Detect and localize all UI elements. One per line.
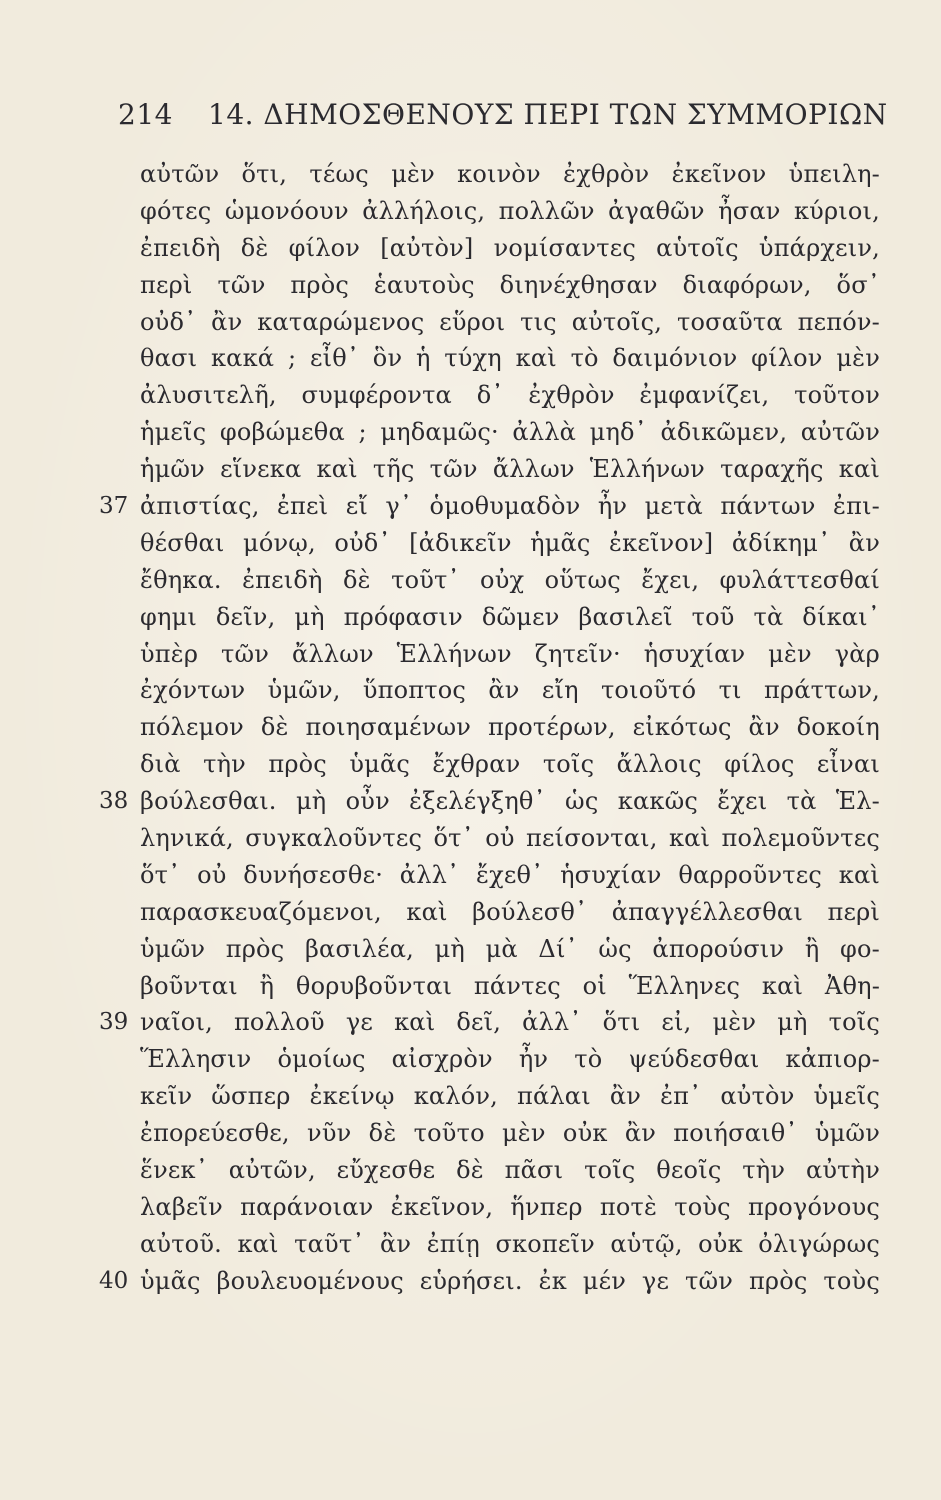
line-text: διὰ τὴν πρὸς ὑμᾶς ἔχθραν τοῖς ἄλλοις φίλος εἶναι [140, 750, 880, 779]
text-line [140, 894, 880, 931]
line-text: ἔθηκα. ἐπειδὴ δὲ τοῦτ᾽ οὐχ οὕτως ἔχει, φυλάττεσθαί [140, 565, 880, 594]
text-line [140, 193, 880, 230]
line-text: θασι κακά ; εἶθ᾽ ὃν ἡ τύχη καὶ τὸ δαιμόνιον φίλον μὲν [140, 344, 880, 373]
text-line [140, 1152, 880, 1189]
line-text: ἀλυσιτελῆ, συμφέροντα δ᾽ ἐχθρὸν ἐμφανίζει, τοῦτον [140, 381, 880, 410]
line-text: πόλεμον δὲ ποιησαμένων προτέρων, εἰκότως ἂν δοκοίη [140, 713, 880, 742]
line-text: ἡμῶν εἵνεκα καὶ τῆς τῶν ἄλλων Ἑλλήνων ταραχῆς καὶ [140, 455, 880, 484]
running-title: 14. ΔΗΜΟΣΘΕΝΟΥΣ ΠΕΡΙ ΤΩΝ ΣΥΜΜΟΡΙΩΝ [208, 98, 888, 131]
text-line [140, 1078, 880, 1115]
text-line [140, 746, 880, 783]
text-line [140, 230, 880, 267]
text-line [99, 783, 880, 820]
section-number: 38 [99, 788, 129, 815]
text-line [140, 672, 880, 709]
text-line [140, 636, 880, 673]
line-text: οὐδ᾽ ἂν καταρώμενος εὕροι τις αὐτοῖς, τοσαῦτα πεπόν- [140, 307, 880, 336]
text-line [99, 1004, 880, 1041]
text-line [140, 968, 880, 1005]
text-line [140, 599, 880, 636]
greek-text-body [99, 156, 880, 1300]
line-text: ἡμεῖς φοβώμεθα ; μηδαμῶς· ἀλλὰ μηδ᾽ ἀδικῶμεν, αὐτῶν [140, 418, 880, 447]
line-text: ληνικά, συγκαλοῦντες ὅτ᾽ οὐ πείσονται, καὶ πολεμοῦντες [140, 824, 880, 853]
line-text: λαβεῖν παράνοιαν ἐκεῖνον, ἥνπερ ποτὲ τοὺς προγόνους [140, 1192, 880, 1221]
line-text: Ἕλλησιν ὁμοίως αἰσχρὸν ἦν τὸ ψεύδεσθαι κἀπιορ- [140, 1045, 880, 1074]
text-line [140, 709, 880, 746]
line-text: φότες ὡμονόουν ἀλλήλοις, πολλῶν ἀγαθῶν ἦσαν κύριοι, [140, 196, 880, 225]
line-text: ἕνεκ᾽ αὐτῶν, εὔχεσθε δὲ πᾶσι τοῖς θεοῖς τὴν αὐτὴν [140, 1156, 880, 1185]
text-line [140, 931, 880, 968]
line-text: βοῦνται ἢ θορυβοῦνται πάντες οἱ Ἕλληνες καὶ Ἀθη- [140, 971, 880, 1000]
text-line [140, 267, 880, 304]
line-text: ναῖοι, πολλοῦ γε καὶ δεῖ, ἀλλ᾽ ὅτι εἰ, μὲν μὴ τοῖς [140, 1008, 880, 1037]
text-line [140, 156, 880, 193]
text-line [140, 414, 880, 451]
line-text: φημι δεῖν, μὴ πρόφασιν δῶμεν βασιλεῖ τοῦ τὰ δίκαι᾽ [140, 602, 880, 631]
line-text: αὐτῶν ὅτι, τέως μὲν κοινὸν ἐχθρὸν ἐκεῖνον ὑπειλη- [140, 160, 880, 188]
text-line [140, 857, 880, 894]
section-number: 39 [99, 1009, 129, 1036]
text-line [140, 562, 880, 599]
line-text: ἐχόντων ὑμῶν, ὕποπτος ἂν εἴη τοιοῦτό τι πράττων, [140, 676, 880, 705]
line-text: ὅτ᾽ οὐ δυνήσεσθε· ἀλλ᾽ ἔχεθ᾽ ἡσυχίαν θαρροῦντες καὶ [140, 860, 880, 889]
line-text: ὑπὲρ τῶν ἄλλων Ἑλλήνων ζητεῖν· ἡσυχίαν μὲν γὰρ [140, 639, 880, 668]
line-text: ἀπιστίας, ἐπεὶ εἴ γ᾽ ὁμοθυμαδὸν ἦν μετὰ πάντων ἐπι- [140, 492, 880, 521]
text-line [140, 304, 880, 341]
line-text: ἐπορεύεσθε, νῦν δὲ τοῦτο μὲν οὐκ ἂν ποιήσαιθ᾽ ὑμῶν [140, 1119, 880, 1148]
line-text: κεῖν ὥσπερ ἐκείνῳ καλόν, πάλαι ἂν ἐπ᾽ αὐτὸν ὑμεῖς [140, 1082, 880, 1111]
line-text: αὐτοῦ. καὶ ταῦτ᾽ ἂν ἐπίῃ σκοπεῖν αὑτῷ, οὐκ ὀλιγώρως [140, 1229, 880, 1258]
page-header [118, 98, 888, 138]
text-line [140, 1115, 880, 1152]
section-number: 40 [99, 1267, 129, 1294]
text-line [140, 340, 880, 377]
text-line [140, 820, 880, 857]
text-line [99, 1263, 880, 1300]
text-line [140, 525, 880, 562]
line-text: ἐπειδὴ δὲ φίλον [αὐτὸν] νομίσαντες αὑτοῖς ὑπάρχειν, [140, 233, 880, 262]
text-line [99, 488, 880, 525]
page-number: 214 [118, 98, 173, 131]
text-line [140, 1226, 880, 1263]
line-text: ὑμῶν πρὸς βασιλέα, μὴ μὰ Δί᾽ ὡς ἀπορούσιν ἢ φο- [140, 934, 880, 963]
section-number: 37 [99, 493, 129, 520]
text-line [140, 1189, 880, 1226]
line-text: βούλεσθαι. μὴ οὖν ἐξελέγξηθ᾽ ὡς κακῶς ἔχει τὰ Ἑλ- [140, 787, 880, 816]
line-text: ὑμᾶς βουλευομένους εὑρήσει. ἐκ μέν γε τῶν πρὸς τοὺς [140, 1266, 880, 1295]
text-line [140, 451, 880, 488]
text-line [140, 377, 880, 414]
line-text: περὶ τῶν πρὸς ἑαυτοὺς διηνέχθησαν διαφόρων, ὅσ᾽ [140, 270, 880, 299]
line-text: παρασκευαζόμενοι, καὶ βούλεσθ᾽ ἀπαγγέλλεσθαι περὶ [140, 897, 880, 926]
line-text: θέσθαι μόνῳ, οὐδ᾽ [ἀδικεῖν ἡμᾶς ἐκεῖνον] ἀδίκημ᾽ ἂν [140, 528, 880, 557]
text-line [140, 1041, 880, 1078]
